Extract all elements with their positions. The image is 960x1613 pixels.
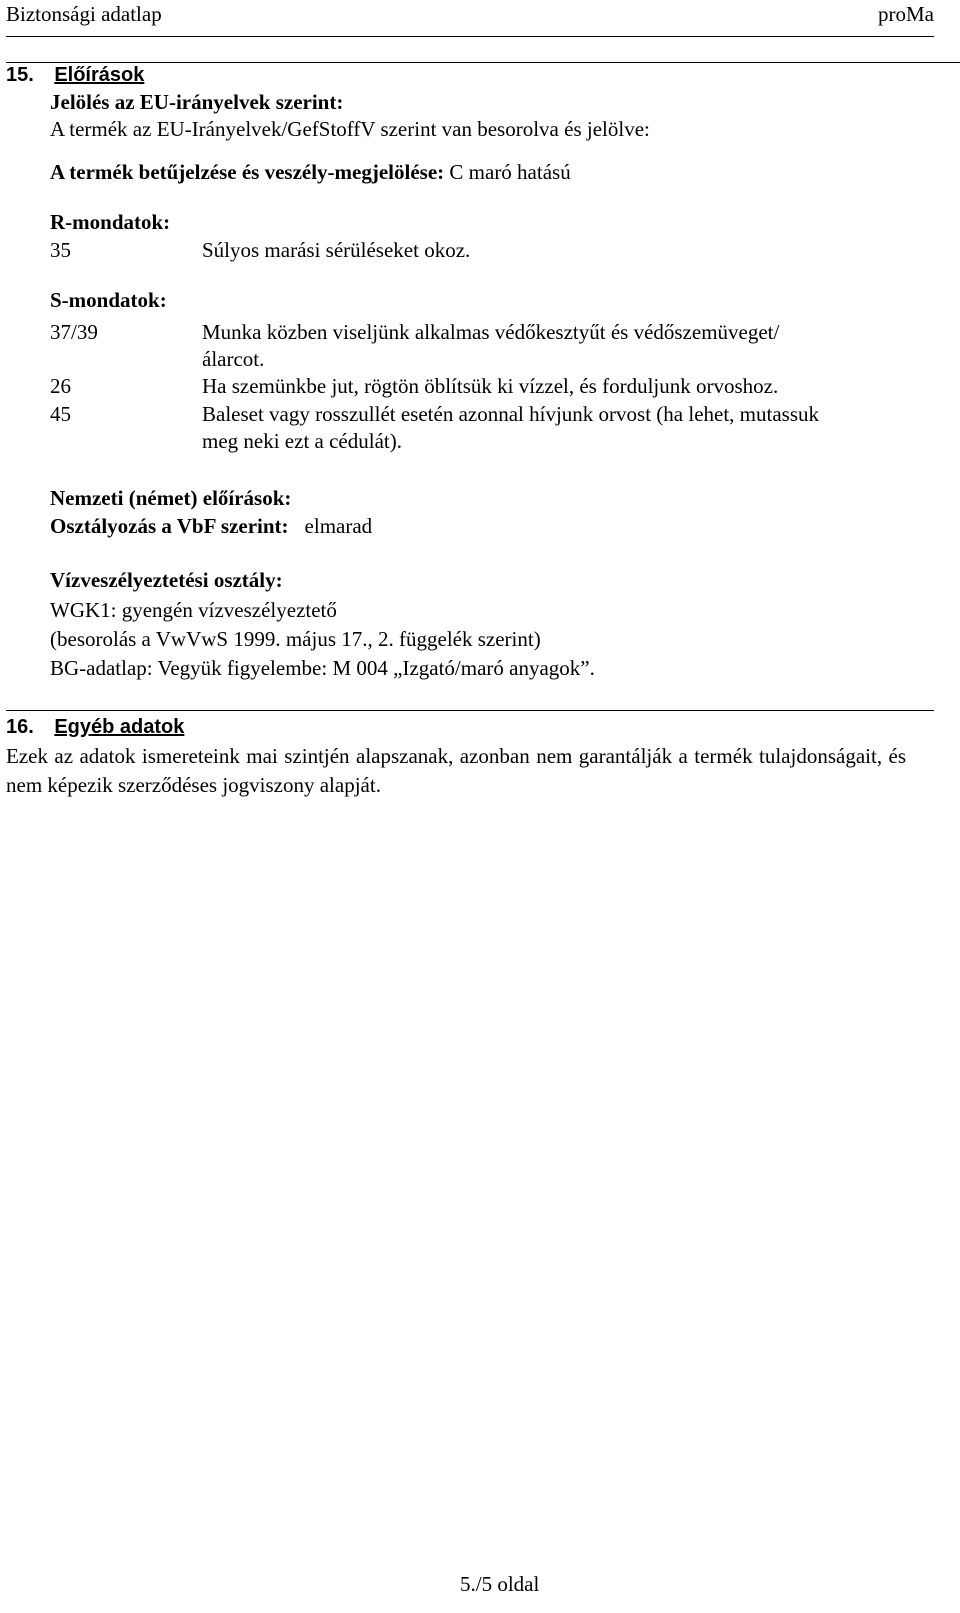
document-title: Biztonsági adatlap (6, 2, 162, 26)
company-name: proMa (878, 2, 934, 26)
marking-line (50, 160, 571, 185)
vbf-label: Osztályozás a VbF szerint: (50, 514, 289, 538)
s-phrase-text-cont: meg neki ezt a cédulát). (202, 429, 402, 453)
s-phrase-text: Munka közben viseljünk alkalmas védőkesztyűt és védőszemüveget/ (202, 320, 780, 344)
r-phrase-text: Súlyos marási sérüléseket okoz. (202, 238, 471, 262)
s-phrase-code: 37/39 (50, 320, 98, 344)
water-class: WGK1: gyengén vízveszélyeztető (50, 598, 337, 622)
bg-datasheet: BG-adatlap: Vegyük figyelembe: M 004 „Izgató/maró anyagok”. (50, 656, 595, 680)
s-phrase-code: 45 (50, 402, 71, 426)
section15-number: 15. (6, 64, 34, 86)
s-phrase-text: Ha szemünkbe jut, rögtön öblítsük ki vízzel, és forduljunk orvoshoz. (202, 374, 779, 398)
section15-heading (6, 62, 144, 87)
vbf-value: elmarad (304, 514, 373, 538)
header-divider (6, 36, 934, 37)
s-phrase-text: Baleset vagy rosszullét esetén azonnal hívjunk orvost (ha lehet, mutassuk (202, 402, 820, 426)
r-heading: R-mondatok: (50, 210, 171, 234)
section15-title: Előírások (54, 64, 145, 86)
section15-divider (6, 62, 960, 63)
s-heading: S-mondatok: (50, 288, 167, 312)
marking-value: C maró hatású (444, 160, 571, 184)
eu-heading: Jelölés az EU-irányelvek szerint: (50, 90, 344, 114)
page-number: 5./5 oldal (460, 1572, 540, 1596)
s-phrase-code: 26 (50, 374, 71, 398)
national-heading: Nemzeti (német) előírások: (50, 486, 292, 510)
section16-heading (6, 714, 184, 739)
r-phrase-code: 35 (50, 238, 71, 262)
section16-title: Egyéb adatok (54, 716, 185, 738)
section16-text: Ezek az adatok ismereteink mai szintjén alapszanak, azonban nem garantálják a termék tulajdonságait, és nem képezik szerződéses jogviszony alapját. (6, 744, 906, 797)
section16-divider (6, 710, 934, 711)
water-note: (besorolás a VwVwS 1999. május 17., 2. függelék szerint) (50, 627, 541, 651)
water-heading: Vízveszélyeztetési osztály: (50, 568, 283, 592)
section16-number: 16. (6, 716, 34, 738)
marking-label: A termék betűjelzése és veszély-megjelölése: (50, 160, 445, 184)
vbf-line (50, 514, 372, 539)
s-phrase-text-cont: álarcot. (202, 347, 265, 371)
eu-text: A termék az EU-Irányelvek/GefStoffV szerint van besorolva és jelölve: (50, 117, 650, 141)
